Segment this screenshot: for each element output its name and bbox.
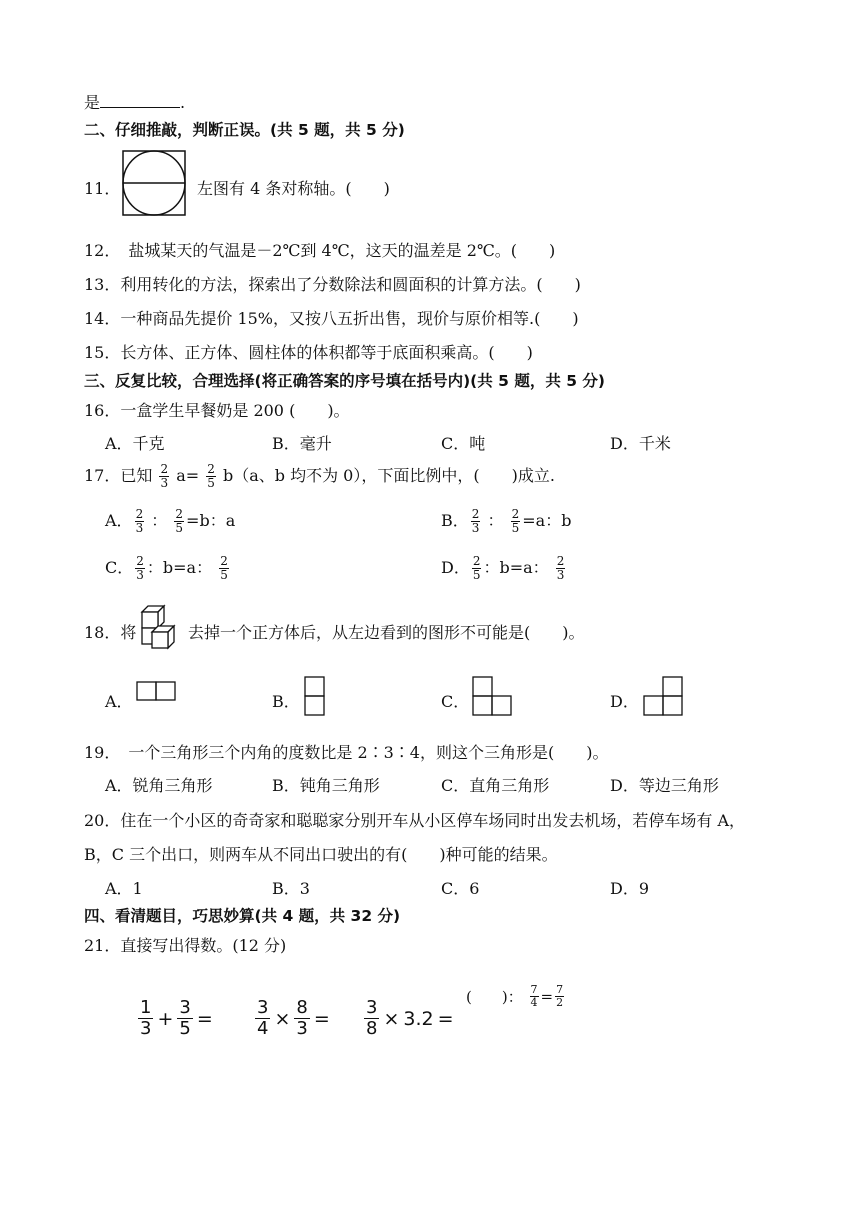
q20-option-b[interactable]: B．3 [272,879,310,898]
q17-option-c[interactable]: C． $\frac{2}{3}$ ：b=a： $\frac{2}{5}$ [105,554,228,582]
line-text: 是 [84,93,101,112]
fraction: $\frac{3}{4}$ [257,997,269,1039]
q21-expr-4[interactable]: ( )： $\frac{7}{4}$ = $\frac{7}{2}$ [466,983,564,1009]
fraction: $\frac{8}{3}$ [296,997,308,1039]
q19-stem: 19． 一个三角形三个内角的度数比是 2∶3∶4，则这个三角形是( )。 [84,743,609,762]
option-c-figure [472,676,514,718]
fraction: $\frac{2}{3}$ [471,507,480,535]
square-circle-figure [122,150,186,216]
fraction: $\frac{2}{5}$ [472,554,481,582]
q12: 12． 盐城某天的气温是－2℃到 4℃，这天的温差是 2℃。( ) [84,241,556,260]
q17-option-b[interactable]: B． $\frac{2}{3}$ ： $\frac{2}{5}$ =a：b [441,507,572,535]
q16-option-b[interactable]: B．毫升 [272,434,332,453]
q18-option-c-label[interactable]: C． [441,692,470,711]
q17-option-d[interactable]: D． $\frac{2}{5}$ ：b=a： $\frac{2}{3}$ [441,554,565,582]
q19-option-b[interactable]: B．钝角三角形 [272,776,380,795]
fraction: $\frac{1}{3}$ [140,997,152,1039]
q16-option-d[interactable]: D．千米 [610,434,671,453]
q19-option-a[interactable]: A．锐角三角形 [105,776,213,795]
q16-stem: 16．一盒学生早餐奶是 200 ( )。 [84,401,350,420]
fraction: $\frac{7}{4}$ [530,983,538,1009]
q11-number: 11． [84,179,121,198]
q21-stem: 21．直接写出得数。(12 分) [84,936,287,955]
fraction: $\frac{3}{8}$ [366,997,378,1039]
fraction: $\frac{2}{5}$ [175,507,184,535]
q18-option-b-label[interactable]: B． [272,692,300,711]
q21-expr-2[interactable]: $\frac{3}{4}$ × $\frac{8}{3}$ = [257,997,330,1039]
q16-option-c[interactable]: C．吨 [441,434,486,453]
q19-option-d[interactable]: D．等边三角形 [610,776,719,795]
q20-option-d[interactable]: D．9 [610,879,650,898]
q19-option-c[interactable]: C．直角三角形 [441,776,550,795]
q13: 13．利用转化的方法，探索出了分数除法和圆面积的计算方法。( ) [84,275,581,294]
section-3-heading: 三、反复比较，合理选择(将正确答案的序号填在括号内)(共 5 题，共 5 分) [84,372,605,390]
q17-p3: b（a、b 均不为 0），下面比例中，( )成立. [222,466,555,485]
q20-line2: B，C 三个出口，则两车从不同出口驶出的有( )种可能的结果。 [84,845,558,864]
q20-line1: 20．住在一个小区的奇奇家和聪聪家分别开车从小区停车场同时出发去机场，若停车场有 A， [84,811,746,830]
answer-blank[interactable] [100,93,180,108]
q17-p2: a= [176,466,200,485]
line-tail: . [180,93,186,112]
q11-text: 左图有 4 条对称轴。( ) [197,179,390,198]
q17-option-a[interactable]: A． $\frac{2}{3}$ ： $\frac{2}{5}$ =b：a [105,507,236,535]
q17-stem [84,463,555,490]
q20-option-a[interactable]: A．1 [105,879,143,898]
q21-expr-1[interactable]: $\frac{1}{3}$ + $\frac{3}{5}$ = [140,997,213,1039]
fraction: $\frac{2}{3}$ [135,507,144,535]
q21-expr-3[interactable]: $\frac{3}{8}$ × 3.2 = [366,997,454,1039]
q20-option-c[interactable]: C．6 [441,879,480,898]
q18-option-d-label[interactable]: D． [610,692,639,711]
fraction: $\frac{3}{5}$ [179,997,191,1039]
q14: 14．一种商品先提价 15%，又按八五折出售，现价与原价相等.( ) [84,309,579,328]
fraction: $\frac{2}{5}$ [511,507,520,535]
fraction: $\frac{2}{5}$ [220,554,228,582]
cube-stack-figure [138,604,182,648]
q17-p1: 17．已知 [84,466,153,485]
q18-p1: 18．将 [84,623,137,642]
section-4-heading: 四、看清题目，巧思妙算(共 4 题，共 32 分) [84,907,401,925]
q18-p2: 去掉一个正方体后，从左边看到的图形不可能是( )。 [188,623,585,642]
answer-line-top [84,90,185,113]
option-b-figure [304,676,326,718]
fraction: $\frac{2}{5}$ [207,462,215,490]
option-a-figure [136,681,176,701]
fraction: $\frac{2}{3}$ [160,462,169,490]
option-d-figure [643,676,685,718]
q15: 15．长方体、正方体、圆柱体的体积都等于底面积乘高。( ) [84,343,533,362]
section-2-heading: 二、仔细推敲，判断正误。(共 5 题，共 5 分) [84,121,405,139]
fraction: $\frac{2}{3}$ [556,554,565,582]
q18-option-a-label[interactable]: A． [105,692,133,711]
q16-option-a[interactable]: A．千克 [105,434,165,453]
fraction: $\frac{7}{2}$ [556,983,564,1009]
fraction: $\frac{2}{3}$ [136,554,144,582]
